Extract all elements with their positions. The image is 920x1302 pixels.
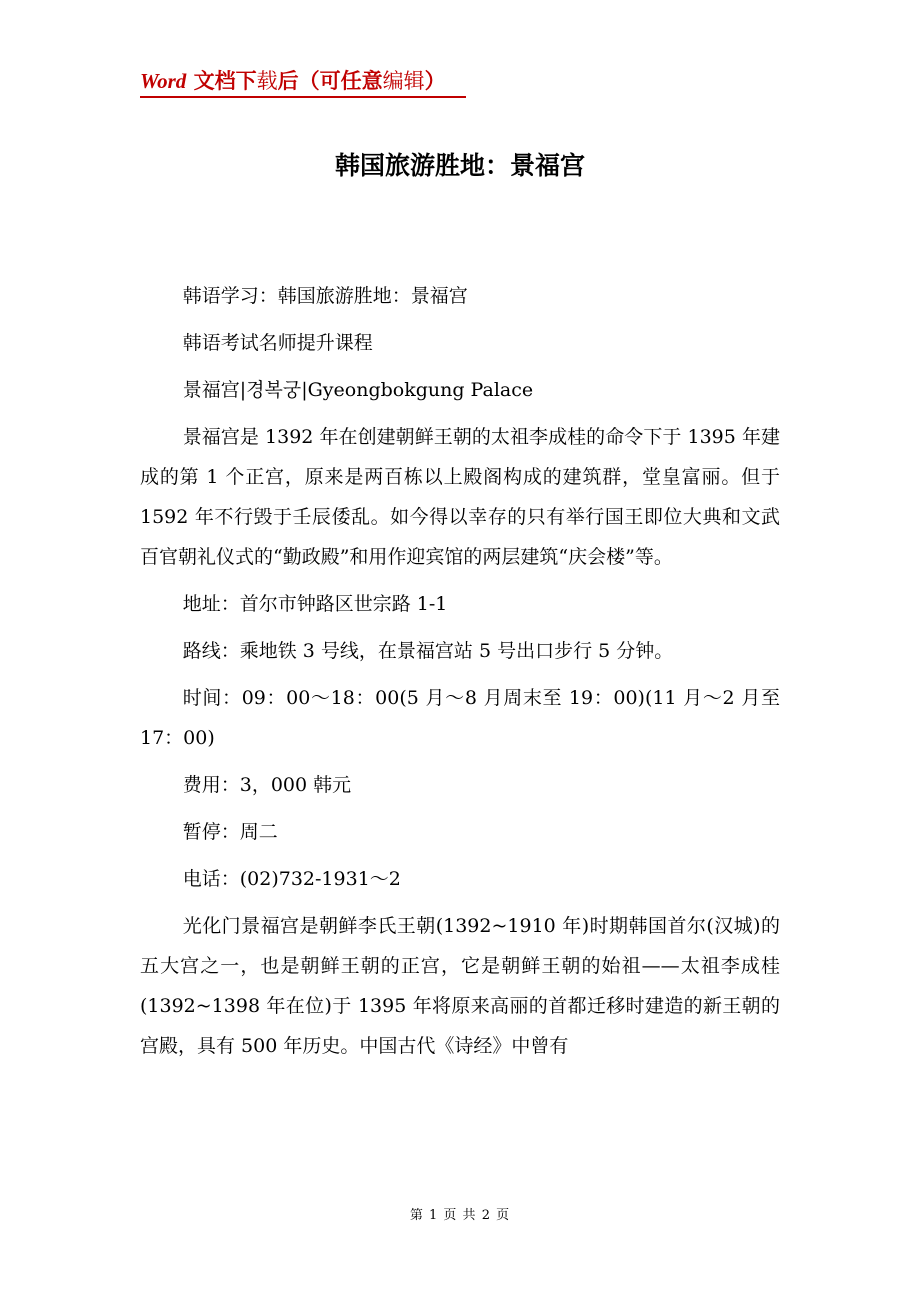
header-underline [140,96,466,98]
paragraph-9: 暂停：周二 [182,821,278,843]
paragraph-4: 景福宫是 1392 年在创建朝鲜王朝的太祖李成桂的命令下于 1395 年建成的第 1 个正宫，原来是两百栋以上殿阁构成的建筑群，堂皇富丽。但于 1592 年不行毁于壬辰倭乱。如今得以幸存的只有举行国王即位大典和文武百官朝礼仪式的“勤政殿”和用作迎宾馆的两层建筑“庆会楼”等。 [140,426,780,568]
document-body [140,276,780,1073]
page-footer: 第 1 页 共 2 页 [409,1208,511,1223]
paragraph-7: 时间：09：00～18：00(5 月～8 月周末至 19：00)(11 月～2 月至 17：00) [140,687,780,749]
header-text-4: 编辑 [382,69,425,93]
paragraph-6: 路线：乘地铁 3 号线，在景福宫站 5 号出口步行 5 分钟。 [182,640,674,662]
paragraph-11: 光化门景福宫是朝鲜李氏王朝(1392~1910 年)时期韩国首尔(汉城)的五大宫之一，也是朝鲜王朝的正宫，它是朝鲜王朝的始祖——太祖李成桂(1392~1398 年在位)于 1395 年将原来高丽的首都迁移时建造的新王朝的宫殿，具有 500 年历史。中国古代《诗经》中曾有 [140,915,780,1057]
paragraph-10: 电话：(02)732-1931～2 [182,868,401,890]
header-text-5: ） [424,68,446,93]
paragraph-5: 地址：首尔市钟路区世宗路 1-1 [182,593,448,615]
paragraph-2: 韩语考试名师提升课程 [182,332,373,354]
header-text-3: 后（可任意 [277,68,383,93]
header-text-1: 文档下 [186,68,257,93]
document-header [140,66,446,96]
paragraph-3: 景福宫|경복궁|Gyeongbokgung Palace [182,379,534,401]
page-title: 韩国旅游胜地：景福宫 [334,151,585,180]
paragraph-1: 韩语学习：韩国旅游胜地：景福宫 [182,285,468,307]
header-word: Word [140,69,187,93]
header-text-2: 载 [256,69,278,93]
paragraph-8: 费用：3，000 韩元 [182,774,352,796]
